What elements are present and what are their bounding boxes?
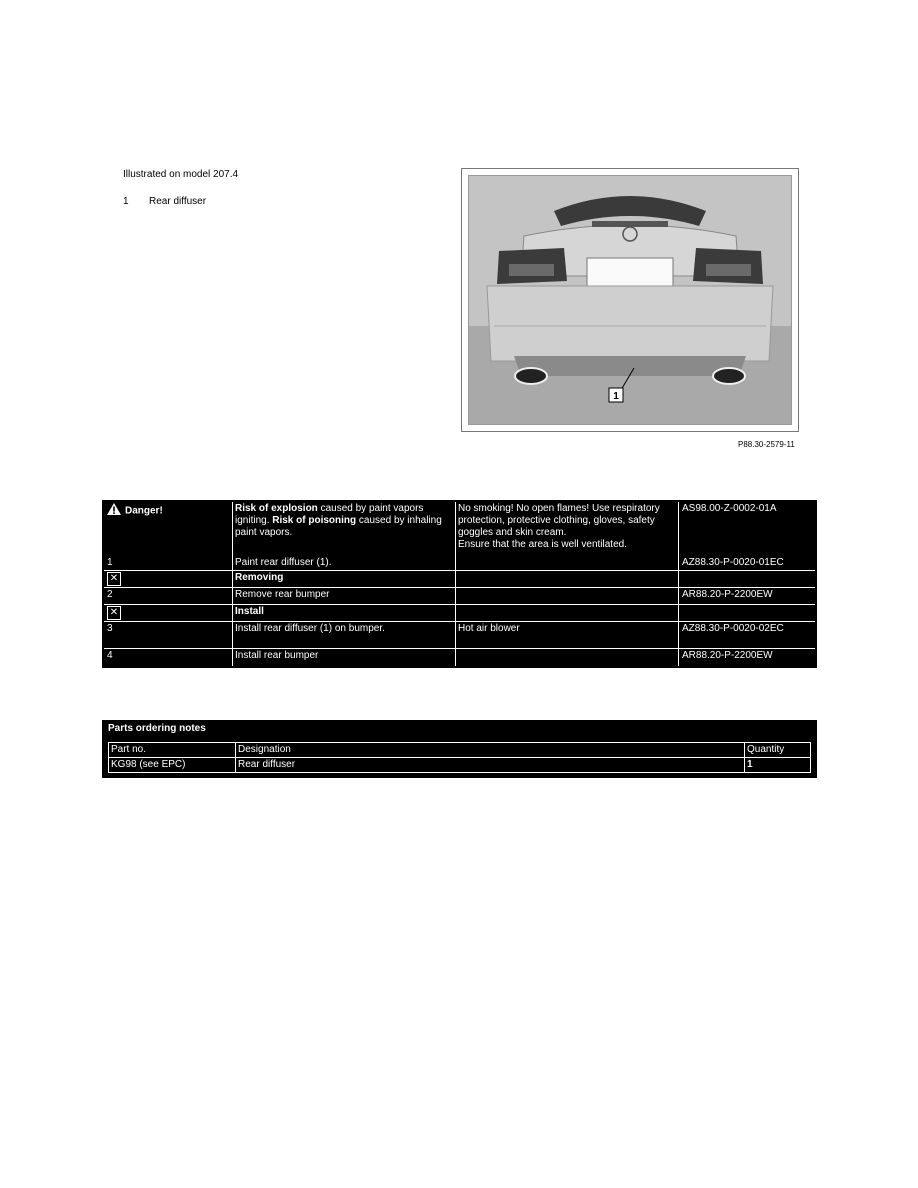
figure-frame <box>461 168 799 432</box>
table-row <box>104 502 815 570</box>
empty-cell <box>679 605 815 621</box>
procedure-table <box>102 500 817 668</box>
hazard-text: caused by inhaling paint vapors. <box>235 515 442 538</box>
reference-link[interactable]: AZ88.30-P-0020-01EC <box>682 557 784 568</box>
step-number: 4 <box>104 649 231 666</box>
parts-ordering-table <box>102 720 817 778</box>
empty-cell <box>455 571 678 587</box>
precaution-text: No smoking! No open flames! Use respiratory protection, protective clothing, gloves, safety goggles and skin cream. <box>458 503 660 538</box>
danger-label: Danger! <box>125 505 163 517</box>
header-quantity: Quantity <box>745 743 810 757</box>
step-number: 1 <box>107 557 113 568</box>
callout-number: 1 <box>613 391 619 402</box>
hazard-cell <box>232 502 454 570</box>
parts-grid <box>108 742 811 773</box>
part-quantity: 1 <box>745 758 810 772</box>
table-row <box>104 622 815 648</box>
tool-text: Hot air blower <box>455 622 678 648</box>
header-designation: Designation <box>236 743 744 757</box>
empty-cell <box>455 649 678 666</box>
empty-cell <box>455 588 678 604</box>
part-designation: Rear diffuser <box>236 758 744 772</box>
reference-link[interactable]: AZ88.30-P-0020-02EC <box>679 622 815 648</box>
empty-cell <box>679 571 815 587</box>
section-heading: Removing <box>232 571 454 587</box>
step-number: 2 <box>104 588 231 604</box>
precaution-cell <box>455 502 678 570</box>
step-number: 3 <box>104 622 231 648</box>
step-text: Remove rear bumper <box>232 588 454 604</box>
hazard-explosion: Risk of explosion <box>235 503 318 514</box>
legend-item-label: Rear diffuser <box>149 196 207 207</box>
reference-link[interactable]: AS98.00-Z-0002-01A <box>682 503 777 514</box>
empty-cell <box>455 605 678 621</box>
reference-link[interactable]: AR88.20-P-2200EW <box>679 649 815 666</box>
reference-link[interactable]: AR88.20-P-2200EW <box>679 588 815 604</box>
step-text: Paint rear diffuser (1). <box>235 557 332 568</box>
table-row <box>104 649 815 666</box>
danger-cell <box>104 502 231 570</box>
rear-view-illustration <box>468 175 792 425</box>
remove-tool-icon: ✕ <box>107 572 121 586</box>
table-row <box>104 605 815 621</box>
section-heading: Install <box>232 605 454 621</box>
legend-item <box>123 196 206 207</box>
model-caption: Illustrated on model 207.4 <box>123 169 239 180</box>
header-part-no: Part no. <box>109 743 235 757</box>
figure-reference: P88.30-2579-11 <box>738 440 795 449</box>
legend-item-number: 1 <box>123 196 129 207</box>
hazard-poisoning: Risk of poisoning <box>272 515 357 526</box>
part-number: KG98 (see EPC) <box>109 758 235 772</box>
step-text: Install rear diffuser (1) on bumper. <box>232 622 454 648</box>
parts-title: Parts ordering notes <box>108 723 206 734</box>
reference-cell <box>679 502 815 570</box>
section-icon-cell <box>104 571 231 587</box>
install-tool-icon: ✕ <box>107 606 121 620</box>
section-icon-cell <box>104 605 231 621</box>
hazard-text: caused by paint vapors igniting. <box>235 503 424 526</box>
warning-icon <box>107 503 121 519</box>
step-text: Install rear bumper <box>232 649 454 666</box>
table-row <box>104 571 815 587</box>
table-row <box>104 588 815 604</box>
precaution-text: Ensure that the area is well ventilated. <box>458 539 627 550</box>
